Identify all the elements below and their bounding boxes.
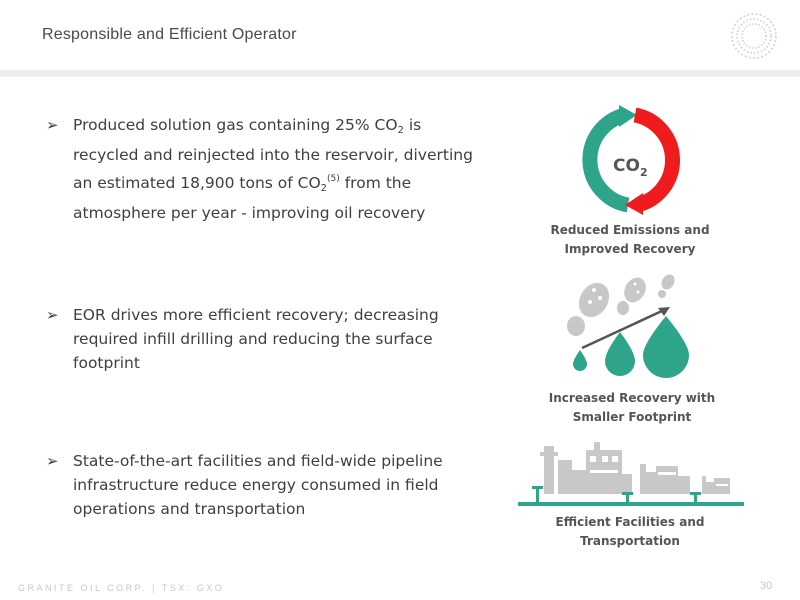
bullet-text: State-of-the-art facilities and field-wide pipeline infrastructure reduce energy consumed in field operations and transportation [73, 452, 443, 518]
caption-line: Smaller Footprint [572, 410, 692, 424]
facilities-pipeline-icon [518, 436, 744, 510]
header [0, 0, 800, 70]
page-number: 30 [760, 580, 773, 592]
bullet-text-part: Produced solution gas containing 25% CO [73, 116, 398, 134]
caption-efficient-facilities [530, 513, 730, 551]
caption-reduced-emissions [530, 221, 730, 259]
subscript: 2 [320, 183, 328, 194]
caption-line: Improved Recovery [564, 242, 696, 256]
caption-line: Efficient Facilities and [555, 515, 705, 529]
header-divider [0, 70, 800, 77]
caption-line: Reduced Emissions and [550, 223, 710, 237]
footprint-drops-icon [560, 268, 700, 378]
arrow-bullet-icon: ➢ [46, 452, 59, 470]
co2-label: CO [613, 156, 640, 176]
footnote-ref: (5) [327, 174, 340, 184]
bullet-text: EOR drives more efficient recovery; decreasing required infill drilling and reducing the surface footprint [73, 306, 439, 372]
svg-text:CO2 [613, 156, 648, 179]
company-logo-icon [728, 10, 780, 62]
bullet-text-part: from the atmosphere per year - improving oil recovery [73, 174, 426, 222]
co2-subscript: 2 [639, 166, 648, 179]
caption-line: Increased Recovery with [548, 391, 716, 405]
bullet-text [73, 113, 483, 225]
footer-company: GRANITE OIL CORP. | TSX: GXO [18, 583, 225, 593]
page-title: Responsible and Efficient Operator [42, 26, 297, 43]
caption-increased-recovery [532, 389, 732, 427]
arrow-bullet-icon: ➢ [46, 306, 59, 324]
subscript: 2 [397, 125, 404, 136]
arrow-bullet-icon: ➢ [46, 116, 59, 134]
co2-recycle-icon [573, 105, 689, 215]
caption-line: Transportation [580, 534, 680, 548]
bullet-text-part: is recycled and reinjected into the reservoir, diverting an estimated 18,900 tons of CO [73, 116, 473, 192]
